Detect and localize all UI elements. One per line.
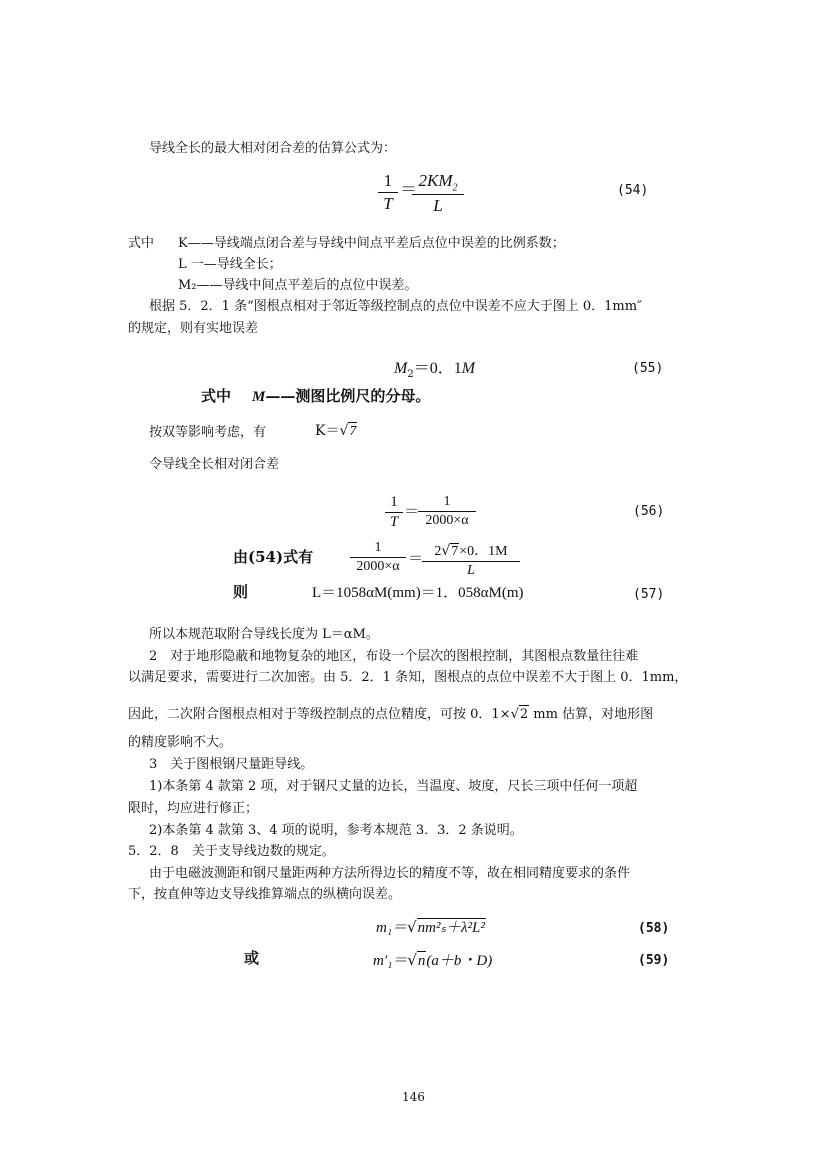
paragraph-text: 导线全长的最大相对闭合差的估算公式为： (149, 141, 397, 156)
equation-expression: L＝1058αM(mm)＝1．058αM(m) (312, 585, 524, 601)
paragraph-text: 下，按直伸等边支导线推算端点的纵横向误差。 (128, 887, 402, 902)
denominator: T (383, 194, 393, 213)
expression-text: K＝ (315, 423, 340, 439)
paragraph-text: 的规定，则有实地误差 (128, 321, 259, 336)
paragraph-text: 由于电磁波测距和钢尺量距两种方法所得边长的精度不等，故在相同精度要求的条件 (149, 866, 631, 881)
text-span: mm 估算，对地形图 (529, 707, 654, 722)
paragraph-text: 限时，均应进行修正； (128, 801, 259, 816)
definition-l: L 一—导线全长； (178, 257, 282, 272)
fraction (422, 540, 520, 579)
fraction (418, 494, 476, 529)
paragraph-text (128, 705, 653, 724)
numerator-main: 2KM (418, 171, 453, 190)
sqrt-sign: √ (441, 543, 451, 559)
paragraph-text: 的精度影响不大。 (128, 735, 233, 750)
fraction-bar (412, 194, 464, 195)
denominator: L (467, 563, 475, 578)
section-heading: 5．2．8 关于支导线边数的规定。 (128, 844, 335, 859)
paragraph-text: 所以本规范取附合导线长度为 L＝αM。 (149, 627, 379, 642)
lhs: m₁＝ (376, 920, 408, 936)
where-label: 式中 (201, 387, 232, 405)
variable: M (252, 389, 266, 405)
radicand: 7 (349, 424, 357, 439)
paragraph-text: 2)本条第 4 款第 3、4 项的说明，参考本规范 3．3．2 条说明。 (149, 823, 523, 838)
fraction (385, 494, 403, 531)
definition-m (252, 387, 430, 406)
subscript: 2 (452, 182, 458, 194)
definition-k: K——导线端点闭合差与导线中间点平差后点位中误差的比例系数； (178, 236, 565, 251)
equation-expression (376, 918, 486, 937)
paragraph-text: 以满足要求，需要进行二次加密。由 5．2．1 条知，图根点的点位中误差不大于图上 0．1mm， (128, 670, 688, 685)
equals-sign: ＝ (404, 504, 420, 520)
numerator-rest: ×0．1M (459, 544, 508, 559)
subscript: 2 (407, 369, 414, 381)
equation-number: (59) (638, 953, 670, 968)
coefficient: 2 (434, 544, 442, 559)
definition-m2: M₂——导线中间点平差后的点位中误差。 (178, 278, 418, 293)
sqrt-sign: √ (339, 423, 349, 439)
numerator: 1 (443, 494, 451, 509)
variable: M (461, 360, 476, 377)
equation-lead: 或 (244, 949, 260, 967)
text-span: 因此，二次附合图根点相对于等级控制点的点位精度，可按 0．1× (128, 707, 511, 722)
numerator (422, 540, 520, 560)
equation-number: (54) (617, 183, 649, 198)
radicand: 7 (451, 544, 459, 559)
page-number: 146 (402, 1090, 425, 1104)
fraction-bar (418, 511, 476, 512)
equation-expression (394, 359, 475, 384)
equation-number: (58) (638, 921, 670, 936)
lhs: m′₁＝ (373, 953, 408, 969)
fraction-bar (385, 512, 403, 513)
equation-number: (56) (633, 504, 665, 519)
equation-lead: 则 (233, 583, 249, 601)
fraction (350, 540, 406, 575)
expression (315, 422, 357, 441)
paragraph-text: 2 对于地形隐蔽和地物复杂的地区，布设一个层次的图根控制，其图根点数量往往难 (149, 649, 639, 664)
denominator: 2000×α (425, 513, 469, 528)
paragraph-text: 按双等影响考虑，有 (149, 425, 267, 440)
numerator: 1 (390, 494, 398, 510)
equals-sign: ＝ (408, 551, 424, 567)
equation-expression (373, 951, 492, 970)
radicand: n (417, 953, 426, 969)
equation-number: (55) (632, 361, 664, 376)
numerator: 1 (383, 171, 393, 190)
variable: M (394, 360, 408, 377)
denominator: 2000×α (356, 559, 400, 574)
paragraph-text: 令导线全长相对闭合差 (149, 457, 280, 472)
equals-sign: ＝ (400, 180, 417, 199)
expression-text: ＝0．1 (413, 360, 462, 377)
sqrt-sign: √ (407, 918, 417, 936)
equation-number: (57) (633, 587, 665, 602)
fraction-bar (350, 557, 406, 558)
sqrt-sign: √ (407, 951, 417, 969)
numerator: 1 (374, 540, 382, 555)
radicand: nm²ₛ＋λ²L² (417, 920, 485, 936)
fraction-bar (422, 561, 520, 562)
radicand: 2 (519, 707, 529, 722)
fraction (378, 171, 398, 214)
denominator: L (433, 196, 443, 216)
expression-rest: (a＋b・D) (426, 953, 493, 969)
denominator: T (389, 514, 399, 530)
numerator (412, 171, 464, 193)
fraction (412, 171, 464, 216)
equation-lead: 由(54)式有 (233, 548, 314, 566)
paragraph-text: 1)本条第 4 款第 2 项，对于钢尺丈量的边长，当温度、坡度，尺长三项中任何一项超 (149, 779, 638, 794)
definition-text: ——测图比例尺的分母。 (265, 387, 431, 405)
paragraph-text: 根据 5．2．1 条“图根点相对于邻近等级控制点的点位中误差不应大于图上 0．1mm″ (149, 299, 642, 314)
paragraph-text: 3 关于图根钢尺量距导线。 (149, 757, 314, 772)
sqrt-sign: √ (510, 707, 519, 722)
where-label: 式中 (128, 236, 155, 251)
fraction-bar (378, 192, 398, 193)
